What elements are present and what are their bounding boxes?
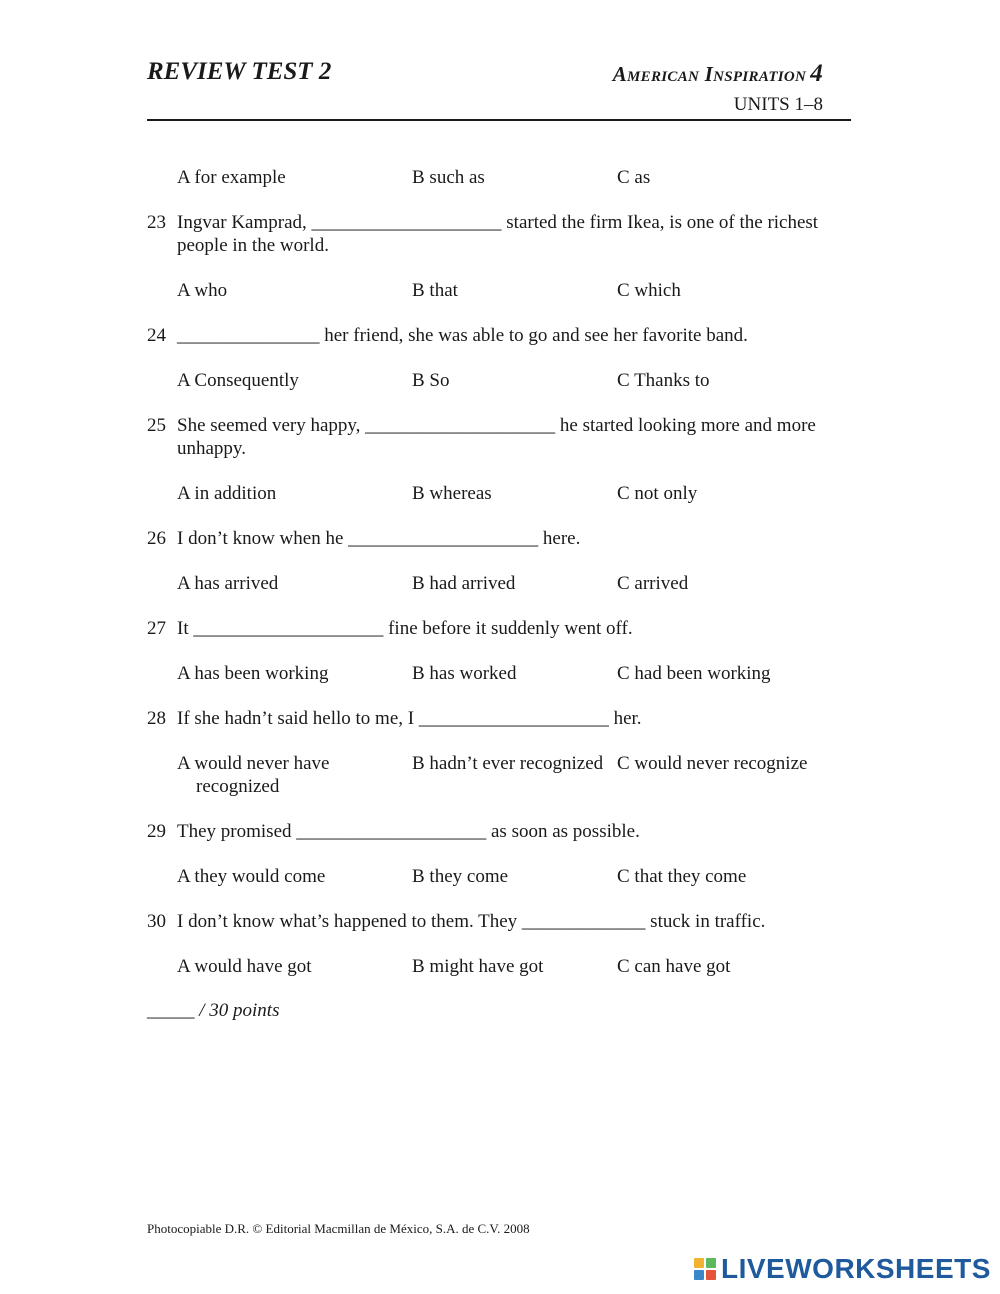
score-line: _____ / 30 points: [147, 1000, 280, 1021]
option-c[interactable]: C would never recognize: [617, 753, 808, 774]
option-a[interactable]: A in addition: [177, 483, 277, 504]
question-number: 26: [147, 528, 166, 549]
option-c[interactable]: C had been working: [617, 663, 771, 684]
question-text: Ingvar Kamprad, ____________________ started the firm Ikea, is one of the richest people in the world.: [177, 212, 819, 256]
header-divider: [147, 119, 851, 121]
option-a-line-1: A would never have: [177, 753, 330, 774]
question-text: I don’t know what’s happened to them. They _____________ stuck in traffic.: [177, 911, 766, 932]
liveworksheets-brand[interactable]: [694, 1254, 991, 1284]
question-number: 23: [147, 212, 166, 233]
units-label: UNITS 1–8: [733, 94, 823, 115]
question-number: 30: [147, 911, 166, 932]
option-c[interactable]: C which: [617, 280, 681, 301]
logo-square-2: [706, 1258, 716, 1268]
logo-square-4: [706, 1270, 716, 1280]
option-c[interactable]: C as: [617, 167, 651, 188]
question-text: It ____________________ fine before it suddenly went off.: [177, 618, 633, 639]
option-a[interactable]: [177, 752, 402, 798]
question-text: They promised ____________________ as soon as possible.: [177, 821, 640, 842]
option-b[interactable]: B has worked: [412, 663, 517, 684]
question-text: She seemed very happy, ____________________ he started looking more and more unhappy.: [177, 415, 816, 459]
series-title: [613, 60, 823, 88]
option-b[interactable]: B So: [412, 370, 450, 391]
question-text: If she hadn’t said hello to me, I ____________________ her.: [177, 708, 642, 729]
copyright-footer: Photocopiable D.R. © Editorial Macmillan de México, S.A. de C.V. 2008: [147, 1221, 530, 1236]
option-c[interactable]: C not only: [617, 483, 698, 504]
option-a[interactable]: A has arrived: [177, 573, 279, 594]
question-number: 27: [147, 618, 166, 639]
liveworksheets-logo-icon: [694, 1258, 716, 1280]
question-number: 25: [147, 415, 166, 436]
option-a-line-2: recognized: [196, 776, 280, 797]
question-text: _______________ her friend, she was able to go and see her favorite band.: [177, 325, 748, 346]
option-c[interactable]: C arrived: [617, 573, 689, 594]
brand-name: LIVEWORKSHEETS: [721, 1253, 991, 1284]
option-c[interactable]: C Thanks to: [617, 370, 710, 391]
option-a[interactable]: A who: [177, 280, 228, 301]
option-b[interactable]: B hadn’t ever recognized: [412, 753, 604, 774]
series-name: American Inspiration: [612, 62, 807, 86]
option-b[interactable]: B might have got: [412, 956, 544, 977]
question-number: 28: [147, 708, 166, 729]
option-a[interactable]: A they would come: [177, 866, 326, 887]
question-text: I don’t know when he ____________________ here.: [177, 528, 581, 549]
option-b[interactable]: B had arrived: [412, 573, 516, 594]
logo-square-3: [694, 1270, 704, 1280]
logo-square-1: [694, 1258, 704, 1268]
option-b[interactable]: B they come: [412, 866, 509, 887]
option-c[interactable]: C that they come: [617, 866, 747, 887]
option-b[interactable]: B that: [412, 280, 458, 301]
question-number: 24: [147, 325, 166, 346]
question-number: 29: [147, 821, 166, 842]
option-a[interactable]: A has been working: [177, 663, 329, 684]
series-number: 4: [810, 60, 823, 87]
option-c[interactable]: C can have got: [617, 956, 731, 977]
option-b[interactable]: B whereas: [412, 483, 492, 504]
option-a[interactable]: A Consequently: [177, 370, 299, 391]
option-a[interactable]: A for example: [177, 167, 286, 188]
option-a[interactable]: A would have got: [177, 956, 312, 977]
option-b[interactable]: B such as: [412, 167, 485, 188]
page-title: REVIEW TEST 2: [147, 58, 332, 85]
